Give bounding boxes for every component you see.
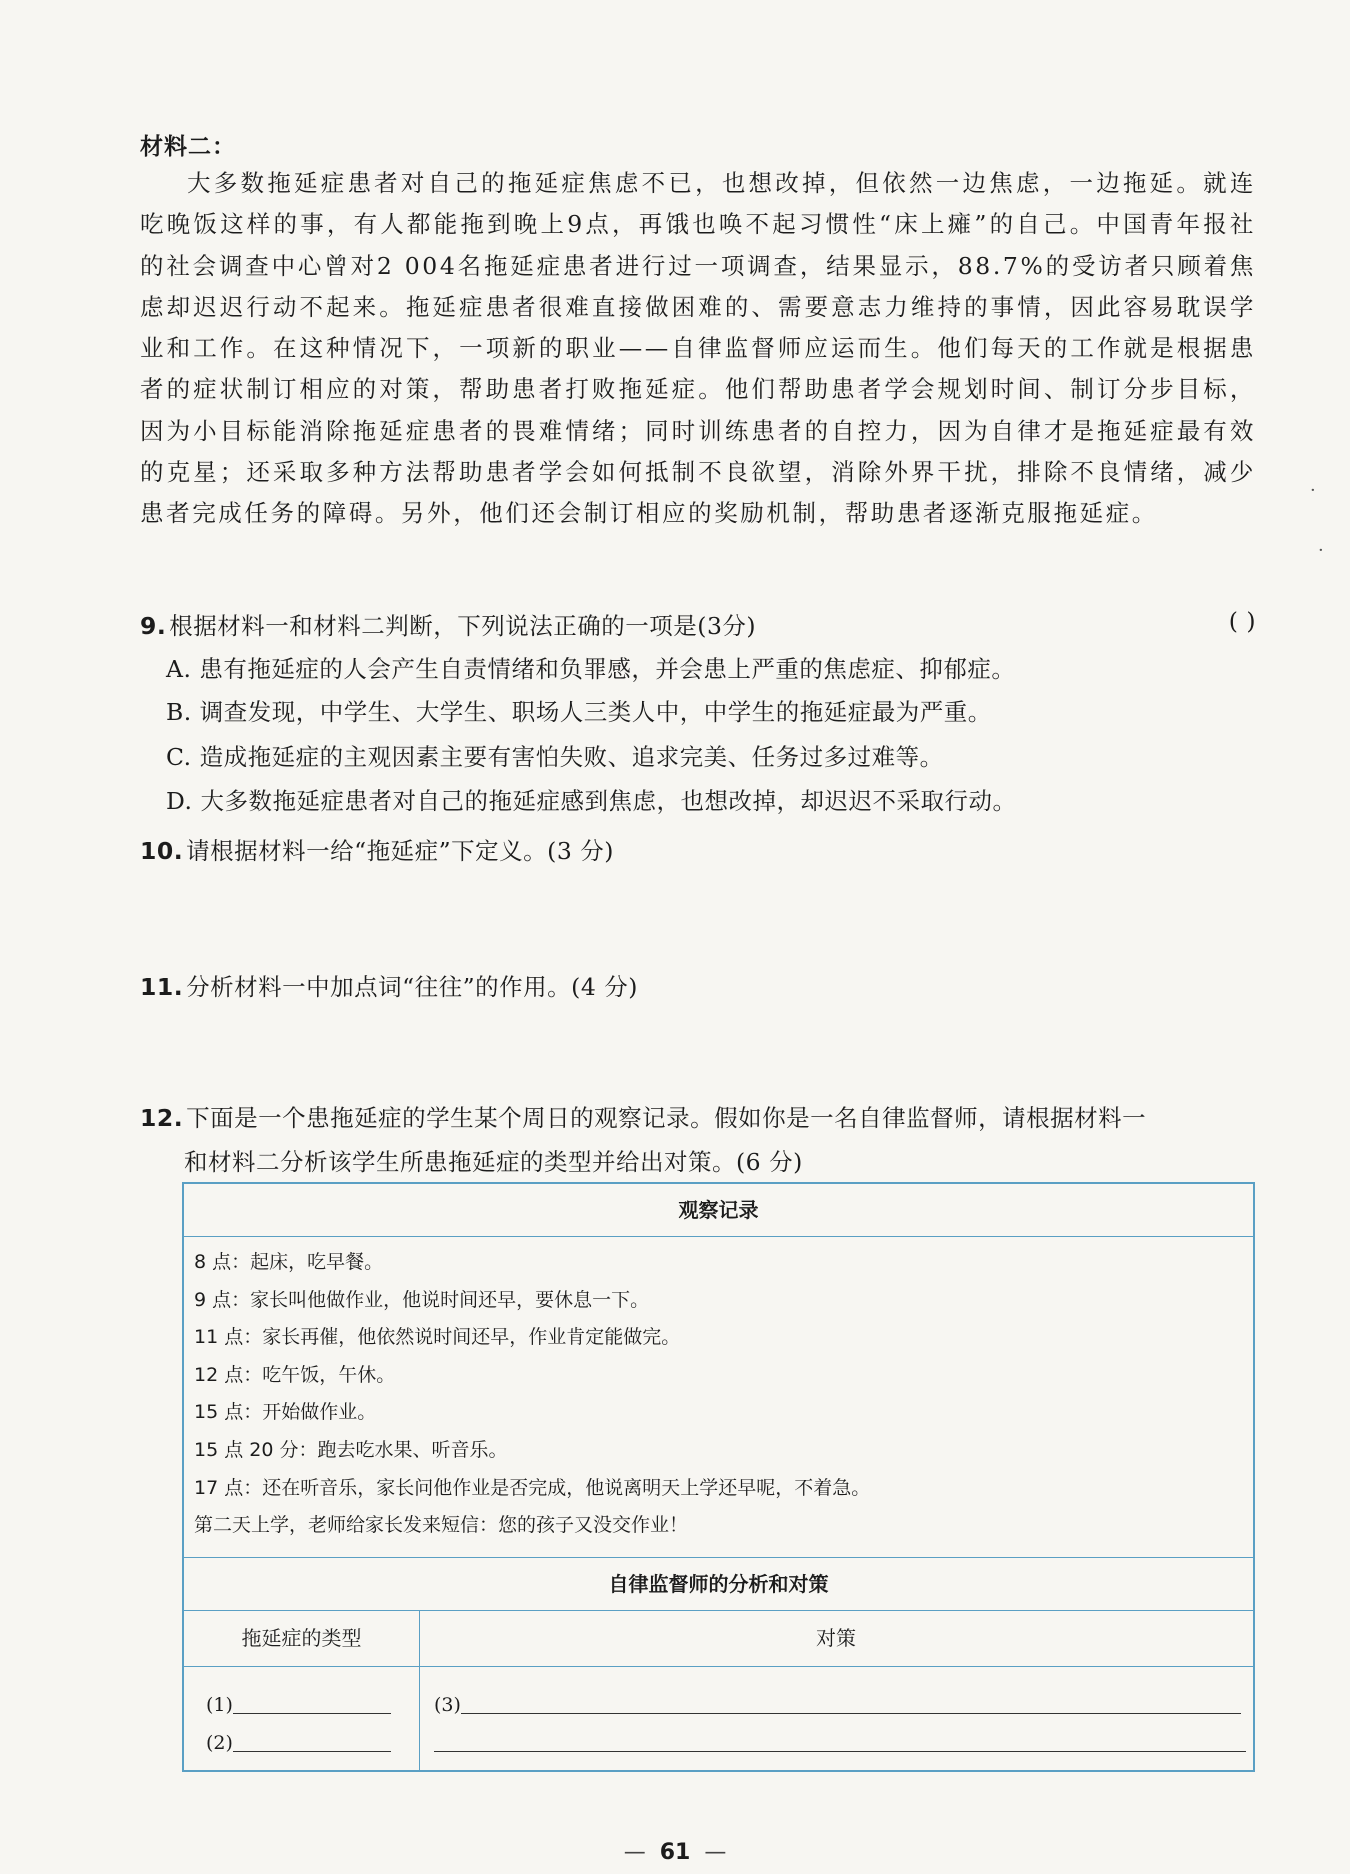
question-9 (140, 607, 1256, 641)
question-text: 分析材料一中加点词“往往”的作用。(4 分) (186, 973, 638, 1001)
answer-line[interactable] (233, 1751, 391, 1752)
scan-speck: · (1310, 480, 1316, 501)
blank-label: (2) (206, 1732, 233, 1754)
observation-table (182, 1182, 1255, 1772)
observation-title: 观察记录 (184, 1184, 1253, 1237)
header-divider (184, 1666, 1253, 1667)
record-row: 第二天上学，老师给家长发来短信：您的孩子又没交作业！ (194, 1514, 689, 1537)
page-number-value: 61 (659, 1840, 691, 1865)
record-row: 15 点 20 分：跑去吃水果、听音乐。 (194, 1438, 508, 1461)
record-row: 8 点：起床，吃早餐。 (194, 1251, 384, 1273)
strategy-column-header: 对策 (816, 1626, 856, 1650)
answer-blank-2[interactable] (206, 1732, 391, 1754)
question-number: 10. (140, 837, 184, 865)
record-row: 12 点：吃午饭，午休。 (194, 1363, 396, 1386)
question-text-line1: 下面是一个患拖延症的学生某个周日的观察记录。假如你是一名自律监督师，请根据材料一 (186, 1104, 1147, 1132)
material-two-passage (140, 163, 1256, 535)
question-number: 11. (140, 973, 184, 1001)
page-number (0, 1840, 1350, 1865)
observation-records (194, 1244, 870, 1545)
answer-blank-1[interactable] (206, 1694, 391, 1716)
passage-paragraph: 大多数拖延症患者对自己的拖延症焦虑不已，也想改掉，但依然一边焦虑，一边拖延。就连吃晚饭这样的事，有人都能拖到晚上9点，再饿也唤不起习惯性“床上瘫”的自己。中国青年报社的社会调查中心曾对2 004名拖延症患者进行过一项调查，结果显示，88.7%的受访者只顾着焦虑却迟迟行动不起来。拖延症患者很难直接做困难的、需要意志力维持的事情，因此容易耽误学业和工作。在这种情况下，一项新的职业——自律监督师应运而生。他们每天的工作就是根据患者的症状制订相应的对策，帮助患者打败拖延症。他们帮助患者学会规划时间、制订分步目标，因为小目标能消除拖延症患者的畏难情绪；同时训练患者的自控力，因为自律才是拖延症最有效的克星；还采取多种方法帮助患者学会如何抵制不良欲望，消除外界干扰，排除不良情绪，减少患者完成任务的障碍。另外，他们还会制订相应的奖励机制，帮助患者逐渐克服拖延症。 (140, 169, 1256, 528)
option-d: D. 大多数拖延症患者对自己的拖延症感到焦虑，也想改掉，却迟迟不采取行动。 (166, 787, 1017, 815)
record-row: 15 点：开始做作业。 (194, 1401, 377, 1424)
answer-blank-3-continued[interactable] (434, 1732, 1246, 1754)
question-10 (140, 832, 614, 866)
record-row: 11 点：家长再催，他依然说时间还早，作业肯定能做完。 (194, 1326, 681, 1349)
blank-label: (1) (206, 1694, 233, 1716)
answer-line[interactable] (434, 1751, 1246, 1752)
option-b: B. 调查发现，中学生、大学生、职场人三类人中，中学生的拖延症最为严重。 (166, 698, 992, 726)
record-row: 9 点：家长叫他做作业，他说时间还早，要休息一下。 (194, 1288, 650, 1311)
question-11 (140, 968, 638, 1002)
question-12 (140, 1096, 1260, 1184)
answer-line[interactable] (233, 1713, 391, 1714)
type-column-header: 拖延症的类型 (241, 1626, 362, 1650)
answer-line[interactable] (461, 1713, 1241, 1714)
question-number: 9. (140, 612, 167, 640)
material-two-heading: 材料二： (140, 134, 236, 160)
question-text: 根据材料一和材料二判断，下列说法正确的一项是(3分) (169, 612, 757, 640)
column-divider (419, 1611, 420, 1770)
question-number: 12. (140, 1104, 184, 1132)
page-dash-left: — (623, 1840, 646, 1865)
option-a: A. 患有拖延症的人会产生自责情绪和负罪感，并会患上严重的焦虑症、抑郁症。 (166, 655, 1016, 683)
record-row: 17 点：还在听音乐，家长问他作业是否完成，他说离明天上学还早呢，不着急。 (194, 1476, 871, 1499)
option-c: C. 造成拖延症的主观因素主要有害怕失败、追求完美、任务过多过难等。 (166, 743, 944, 771)
question-text: 请根据材料一给“拖延症”下定义。(3 分) (186, 837, 614, 865)
question-text-line2: 和材料二分析该学生所患拖延症的类型并给出对策。(6 分) (184, 1148, 803, 1176)
analysis-title: 自律监督师的分析和对策 (184, 1557, 1253, 1611)
answer-blank-3[interactable] (434, 1694, 1241, 1716)
blank-label: (3) (434, 1694, 461, 1716)
scan-speck: · (1318, 540, 1324, 561)
answer-bracket[interactable]: ( ) (1228, 607, 1256, 635)
page-dash-right: — (704, 1840, 727, 1865)
